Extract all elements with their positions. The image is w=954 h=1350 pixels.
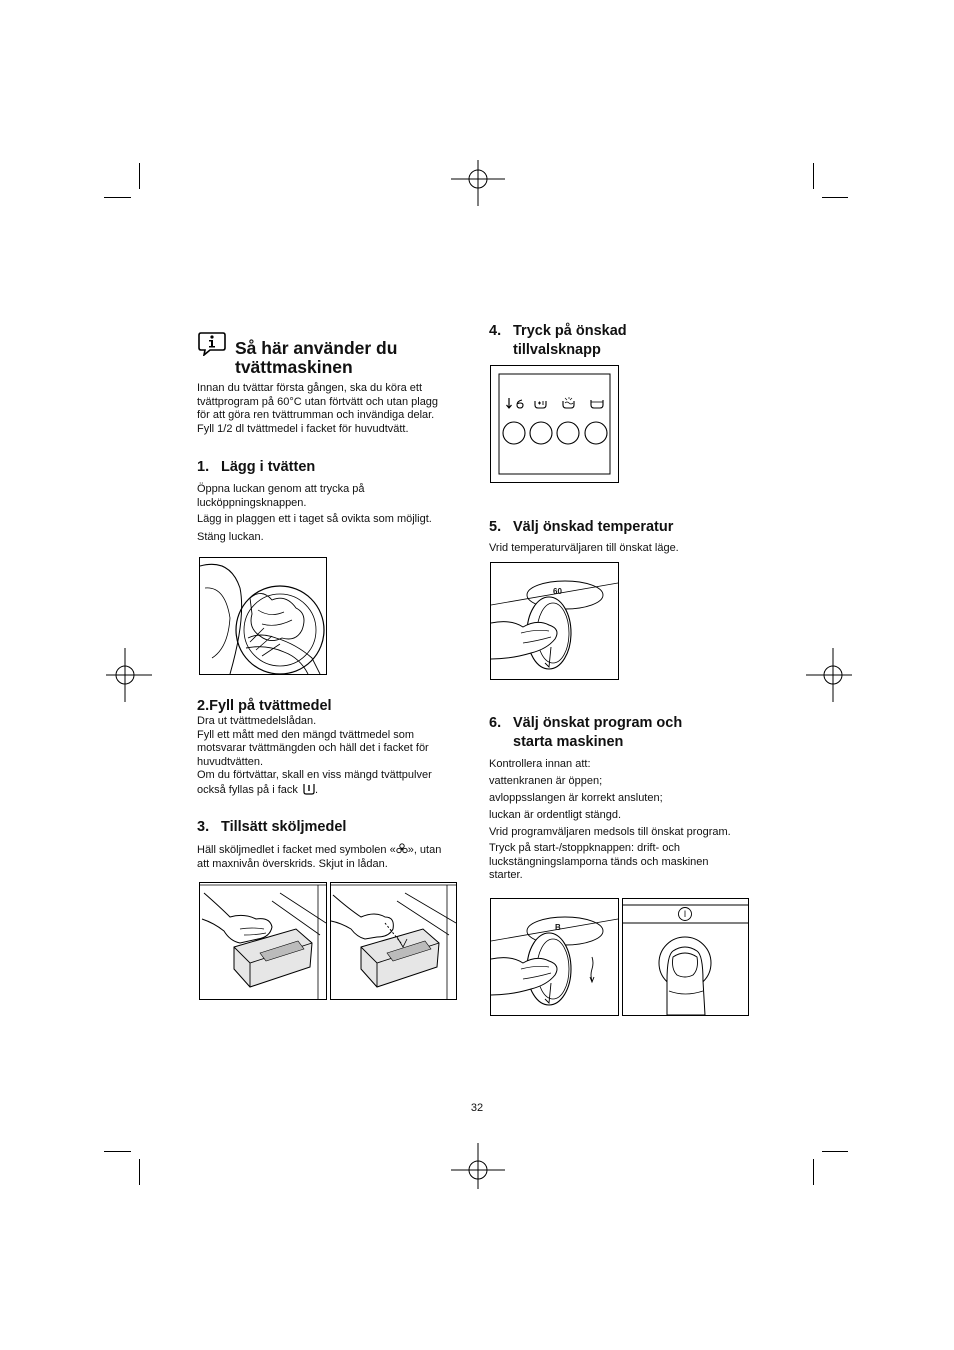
- temperature-dial-label: 60: [553, 587, 562, 596]
- program-dial-label: B: [555, 923, 561, 932]
- section-3-heading: 3. Tillsätt sköljmedel: [197, 819, 347, 835]
- figure-softener-1: [199, 882, 327, 1000]
- section-6-heading: 6. Välj önskat program och starta maskinen: [489, 715, 683, 750]
- softener-symbol-icon: [396, 843, 408, 855]
- figure-program-dial: [490, 898, 619, 1016]
- section-1-text: Öppna luckan genom att trycka på lucköppningsknappen. Lägg in plaggen ett i taget så ovikta som möjligt. Stäng luckan.: [197, 483, 432, 543]
- figure-temperature-dial: [490, 562, 619, 680]
- option-button-3: [557, 422, 579, 444]
- start-button-label: I: [683, 909, 687, 919]
- option-button-1: [503, 422, 525, 444]
- figure-option-buttons-panel: [490, 365, 619, 483]
- registration-mark-top: [451, 152, 505, 206]
- registration-mark-bottom: [451, 1143, 505, 1197]
- page-number: 32: [470, 1102, 484, 1114]
- section-5-text: Vrid temperaturväljaren till önskat läge.: [489, 542, 679, 554]
- page-title: Så här använder du tvättmaskinen: [235, 338, 398, 377]
- main-wash-compartment-icon: [303, 783, 315, 795]
- section-1-heading: 1. Lägg i tvätten: [197, 459, 316, 475]
- figure-start-button: [622, 898, 749, 1016]
- info-icon: [198, 331, 226, 356]
- registration-mark-left: [98, 648, 152, 702]
- intro-text: Innan du tvättar första gången, ska du köra ett tvättprogram på 60°C utan förtvätt och utan plagg för att göra ren tvättrumman och invändiga delar. Fyll 1/2 dl tvättmedel i facket för huvudtvätt.: [197, 382, 439, 435]
- figure-softener-2: [330, 882, 457, 1000]
- option-button-2: [530, 422, 552, 444]
- section-6-text: Kontrollera innan att: vattenkranen är öppen; avloppsslangen är korrekt ansluten; luckan är ordentligt stängd. Vrid programväljaren medsols till önskat program. Tryck på start-/stoppknappen: drift- och luckstängningslamporna tänds och maskinen starter.: [489, 758, 731, 882]
- section-3-text: Häll sköljmedlet i facket med symbolen « », utan att maxnivån överskrids. Skjut in lådan.: [197, 844, 442, 870]
- section-4-heading: 4. Tryck på önskad tillvalsknapp: [489, 323, 627, 358]
- section-2-heading: 2.Fyll på tvättmedel: [197, 698, 332, 714]
- registration-mark-right: [806, 648, 860, 702]
- option-button-4: [585, 422, 607, 444]
- section-2-text: Dra ut tvättmedelslådan. Fyll ett mått med den mängd tvättmedel som motsvarar tvättmängden och häll det i facket för huvudtvätten. Om du förtvättar, skall en viss mängd tvättpulver också fyllas på i fack .: [197, 715, 432, 796]
- section-5-heading: 5. Välj önskad temperatur: [489, 519, 674, 535]
- figure-load-laundry: [199, 557, 327, 675]
